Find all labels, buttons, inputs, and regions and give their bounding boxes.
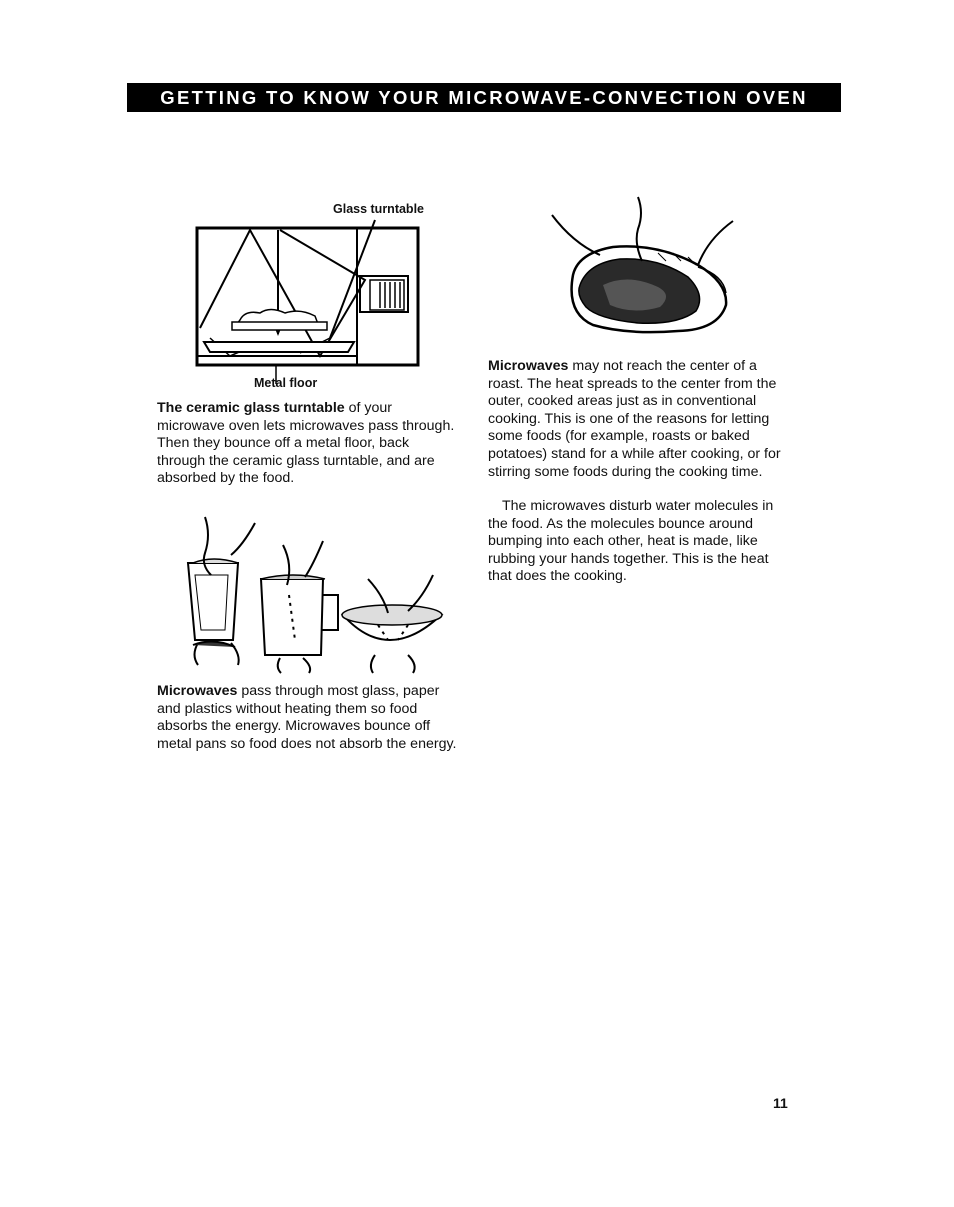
glass-turntable-label: Glass turntable (333, 202, 424, 216)
containers-paragraph-lead: Microwaves (157, 683, 238, 699)
containers-paragraph (157, 683, 457, 753)
metal-floor-label: Metal floor (254, 376, 318, 390)
page-number: 11 (773, 1095, 788, 1111)
containers-paragraph-body: pass through most glass, paper and plastics without heating them so food absorbs the energy. Microwaves bounce off metal pans so food does not absorb the energy. (157, 683, 457, 752)
turntable-paragraph-body: of your microwave oven lets microwaves pass through. Then they bounce off a metal floor, back through the ceramic glass turntable, and are absorbed by the food. (157, 400, 455, 487)
microwave-containers-illustration (183, 515, 453, 675)
turntable-paragraph (157, 400, 457, 488)
molecules-paragraph: The microwaves disturb water molecules in the food. As the molecules bounce around bumping into each other, heat is made, like rubbing your hands together. This is the heat that does the cooking. (488, 498, 774, 585)
page-header-title: GETTING TO KNOW YOUR MICROWAVE-CONVECTION OVEN (127, 83, 841, 112)
roast-paragraph (488, 358, 793, 481)
roast-paragraph-lead: Microwaves (488, 358, 569, 374)
turntable-paragraph-lead: The ceramic glass turntable (157, 400, 345, 416)
roast-paragraph-body: may not reach the center of a roast. The heat spreads to the center from the outer, cooked areas just as in conventional cooking. This is one of the reasons for letting some foods (for example, roasts or baked potatoes) stand for a while after cooking, or for stirring some foods during the cooking time. (488, 358, 781, 480)
microwave-turntable-illustration (190, 218, 430, 373)
roast-microwave-illustration (548, 195, 738, 340)
